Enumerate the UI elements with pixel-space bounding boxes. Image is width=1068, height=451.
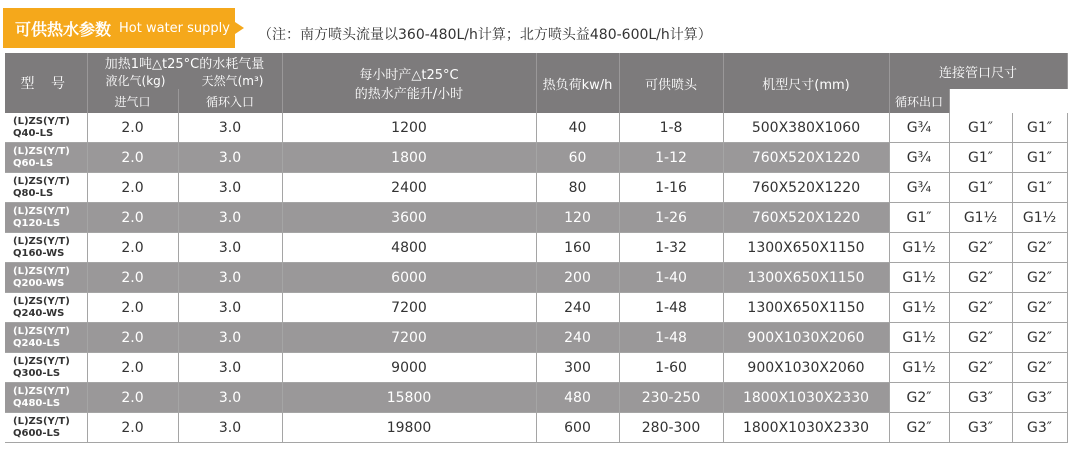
cell-size: 1300X650X1150 [723, 293, 889, 323]
cell-showers: 1-12 [619, 143, 723, 173]
cell-size: 900X1030X2060 [723, 353, 889, 383]
model-line2: Q120-LS [13, 217, 61, 229]
table-row [5, 233, 1067, 263]
cell-cin: G1½ [949, 203, 1012, 233]
cell-heat: 600 [536, 413, 619, 443]
model-line1: (L)ZS(Y/T) [13, 145, 70, 157]
model-line2: Q80-LS [13, 187, 54, 199]
cell-ng: 3.0 [178, 203, 282, 233]
cell-lpg: 2.0 [87, 413, 178, 443]
cell-heat: 160 [536, 233, 619, 263]
header-model: 型 号 [5, 53, 87, 113]
cell-heat: 120 [536, 203, 619, 233]
cell-capacity: 1200 [282, 113, 536, 143]
model-line2: Q480-LS [13, 397, 61, 409]
cell-cout: G2″ [1012, 233, 1067, 263]
cell-ng: 3.0 [178, 413, 282, 443]
cell-model [5, 233, 87, 263]
cell-inlet: G1½ [889, 323, 949, 353]
cell-cout: G3″ [1012, 383, 1067, 413]
cell-inlet: G2″ [889, 413, 949, 443]
cell-lpg: 2.0 [87, 293, 178, 323]
cell-cin: G1″ [949, 173, 1012, 203]
cell-ng: 3.0 [178, 113, 282, 143]
cell-heat: 240 [536, 323, 619, 353]
cell-model [5, 113, 87, 143]
cell-capacity: 4800 [282, 233, 536, 263]
model-line1: (L)ZS(Y/T) [13, 295, 70, 307]
section-title-cn: 可供热水参数 [15, 19, 112, 39]
cell-heat: 60 [536, 143, 619, 173]
section-title-en: Hot water supply [119, 20, 230, 36]
cell-size: 1800X1030X2330 [723, 383, 889, 413]
cell-size: 760X520X1220 [723, 143, 889, 173]
table-row [5, 323, 1067, 353]
header-capacity-line1: 每小时产△t25°C [359, 68, 459, 83]
cell-showers: 1-48 [619, 323, 723, 353]
section-title-tab [3, 8, 235, 48]
cell-cin: G2″ [949, 323, 1012, 353]
table-row [5, 383, 1067, 413]
cell-model [5, 413, 87, 443]
cell-heat: 200 [536, 263, 619, 293]
cell-model [5, 263, 87, 293]
cell-capacity: 15800 [282, 383, 536, 413]
cell-inlet: G2″ [889, 383, 949, 413]
cell-showers: 1-26 [619, 203, 723, 233]
cell-ng: 3.0 [178, 293, 282, 323]
cell-cin: G3″ [949, 413, 1012, 443]
cell-capacity: 1800 [282, 143, 536, 173]
cell-capacity: 19800 [282, 413, 536, 443]
cell-showers: 1-8 [619, 113, 723, 143]
cell-lpg: 2.0 [87, 383, 178, 413]
cell-cout: G2″ [1012, 323, 1067, 353]
cell-heat: 480 [536, 383, 619, 413]
cell-cin: G2″ [949, 293, 1012, 323]
header-port-inlet: 进气口 [87, 89, 178, 113]
header-ng: 天然气(m³) [201, 74, 264, 88]
cell-model [5, 173, 87, 203]
cell-cin: G2″ [949, 263, 1012, 293]
cell-cout: G2″ [1012, 263, 1067, 293]
cell-cout: G2″ [1012, 293, 1067, 323]
cell-model [5, 323, 87, 353]
cell-capacity: 9000 [282, 353, 536, 383]
header-ports: 连接管口尺寸 [889, 53, 1067, 89]
cell-cout: G3″ [1012, 413, 1067, 443]
cell-heat: 40 [536, 113, 619, 143]
cell-lpg: 2.0 [87, 143, 178, 173]
cell-model [5, 383, 87, 413]
table-row [5, 293, 1067, 323]
cell-model [5, 203, 87, 233]
table-row [5, 203, 1067, 233]
header-port-cin: 循环入口 [178, 89, 282, 113]
model-line1: (L)ZS(Y/T) [13, 265, 70, 277]
model-line1: (L)ZS(Y/T) [13, 175, 70, 187]
cell-lpg: 2.0 [87, 233, 178, 263]
header-showers: 可供喷头 [619, 53, 723, 113]
cell-showers: 1-60 [619, 353, 723, 383]
header-gas-title: 加热1吨△t25°C的水耗气量 [104, 57, 265, 72]
footnote: （注：南方喷头流量以360-480L/h计算；北方喷头益480-600L/h计算） [258, 27, 712, 43]
model-line2: Q240-LS [13, 337, 61, 349]
table-row [5, 113, 1067, 143]
cell-inlet: G1″ [889, 203, 949, 233]
model-line1: (L)ZS(Y/T) [13, 115, 70, 127]
cell-lpg: 2.0 [87, 263, 178, 293]
table-row [5, 413, 1067, 443]
model-line1: (L)ZS(Y/T) [13, 325, 70, 337]
cell-size: 760X520X1220 [723, 203, 889, 233]
model-line1: (L)ZS(Y/T) [13, 355, 70, 367]
cell-ng: 3.0 [178, 143, 282, 173]
header-capacity [282, 53, 536, 113]
model-line1: (L)ZS(Y/T) [13, 205, 70, 217]
model-line2: Q40-LS [13, 127, 54, 139]
cell-cout: G1″ [1012, 173, 1067, 203]
table-row [5, 143, 1067, 173]
table-row [5, 173, 1067, 203]
cell-capacity: 2400 [282, 173, 536, 203]
cell-ng: 3.0 [178, 263, 282, 293]
cell-cout: G1″ [1012, 113, 1067, 143]
cell-capacity: 6000 [282, 263, 536, 293]
cell-lpg: 2.0 [87, 173, 178, 203]
cell-ng: 3.0 [178, 173, 282, 203]
cell-capacity: 3600 [282, 203, 536, 233]
model-line2: Q200-WS [13, 277, 65, 289]
cell-ng: 3.0 [178, 383, 282, 413]
cell-heat: 240 [536, 293, 619, 323]
model-line1: (L)ZS(Y/T) [13, 385, 70, 397]
header-lpg: 液化气(kg) [105, 74, 166, 88]
cell-model [5, 143, 87, 173]
cell-heat: 80 [536, 173, 619, 203]
header-size: 机型尺寸(mm) [723, 53, 889, 113]
spec-table [5, 53, 1068, 443]
cell-lpg: 2.0 [87, 113, 178, 143]
cell-lpg: 2.0 [87, 323, 178, 353]
cell-cin: G1″ [949, 143, 1012, 173]
cell-capacity: 7200 [282, 293, 536, 323]
tab-arrow-icon [235, 22, 244, 34]
cell-cin: G2″ [949, 353, 1012, 383]
cell-cin: G2″ [949, 233, 1012, 263]
cell-showers: 1-16 [619, 173, 723, 203]
model-line2: Q60-LS [13, 157, 54, 169]
cell-size: 500X380X1060 [723, 113, 889, 143]
table-row [5, 353, 1067, 383]
cell-model [5, 293, 87, 323]
cell-ng: 3.0 [178, 323, 282, 353]
table-row [5, 263, 1067, 293]
cell-size: 760X520X1220 [723, 173, 889, 203]
cell-cout: G1″ [1012, 143, 1067, 173]
cell-cin: G3″ [949, 383, 1012, 413]
header-gas [87, 53, 282, 89]
cell-lpg: 2.0 [87, 353, 178, 383]
cell-ng: 3.0 [178, 353, 282, 383]
cell-inlet: G1½ [889, 263, 949, 293]
cell-showers: 230-250 [619, 383, 723, 413]
cell-capacity: 7200 [282, 323, 536, 353]
cell-inlet: G¾ [889, 113, 949, 143]
model-line2: Q300-LS [13, 367, 61, 379]
model-line2: Q160-WS [13, 247, 65, 259]
model-line1: (L)ZS(Y/T) [13, 415, 70, 427]
cell-size: 900X1030X2060 [723, 323, 889, 353]
cell-showers: 1-32 [619, 233, 723, 263]
cell-lpg: 2.0 [87, 203, 178, 233]
cell-inlet: G¾ [889, 143, 949, 173]
cell-model [5, 353, 87, 383]
cell-cout: G1½ [1012, 203, 1067, 233]
header-heat: 热负荷kw/h [536, 53, 619, 113]
cell-showers: 1-40 [619, 263, 723, 293]
cell-inlet: G1½ [889, 353, 949, 383]
model-line2: Q600-LS [13, 427, 61, 439]
cell-heat: 300 [536, 353, 619, 383]
cell-inlet: G¾ [889, 173, 949, 203]
cell-size: 1800X1030X2330 [723, 413, 889, 443]
cell-size: 1300X650X1150 [723, 263, 889, 293]
cell-cin: G1″ [949, 113, 1012, 143]
model-line1: (L)ZS(Y/T) [13, 235, 70, 247]
model-line2: Q240-WS [13, 307, 65, 319]
cell-ng: 3.0 [178, 233, 282, 263]
header-capacity-line2: 的热水产能升/小时 [354, 87, 464, 102]
cell-size: 1300X650X1150 [723, 233, 889, 263]
cell-inlet: G1½ [889, 293, 949, 323]
cell-inlet: G1½ [889, 233, 949, 263]
header-port-cout: 循环出口 [889, 89, 949, 113]
cell-cout: G2″ [1012, 353, 1067, 383]
cell-showers: 1-48 [619, 293, 723, 323]
cell-showers: 280-300 [619, 413, 723, 443]
